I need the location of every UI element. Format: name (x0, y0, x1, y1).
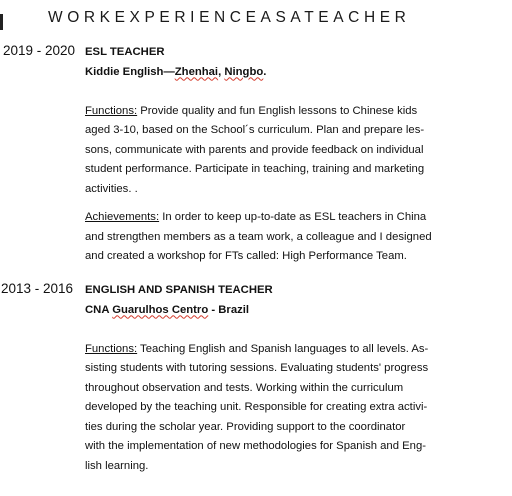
paragraph-line: throughout observation and tests. Working within the curriculum (85, 381, 404, 394)
paragraph-line: sons, communicate with parents and provide feedback on individual (85, 143, 424, 156)
achievements-paragraph (85, 208, 463, 267)
paragraph-line: and strengthen members as a team work, a colleague and I designed (85, 230, 432, 243)
functions-label: Functions: (85, 104, 138, 117)
entry-role: ESL TEACHER (85, 46, 165, 58)
paragraph-line: ties during the scholar year. Providing support to the coordinator (85, 420, 406, 433)
entry-employer (85, 301, 463, 321)
employer-name: CNA (85, 303, 113, 316)
entry-role: ENGLISH AND SPANISH TEACHER (85, 284, 273, 296)
line-text: In order to keep up-to-date as ESL teachers in China (159, 211, 427, 223)
margin-marker (0, 14, 3, 30)
paragraph-line: developed by the teaching unit. Responsible for creating extra activi- (85, 401, 428, 413)
employer-city: Ningbo (224, 65, 264, 78)
paragraph-line (85, 208, 463, 228)
employer-separator: , (218, 65, 225, 78)
spacer (85, 199, 463, 208)
entry-years: 2019 - 2020 (3, 43, 76, 58)
paragraph-line: aged 3-10, based on the School´s curriculum. Plan and prepare les- (85, 124, 425, 136)
line-text: Provide quality and fun English lessons to Chinese kids (137, 104, 418, 117)
line-text: Teaching English and Spanish languages to all levels. As- (137, 342, 429, 355)
paragraph-line: student performance. Participate in teaching, training and marketing (85, 163, 425, 175)
entry-content (85, 43, 463, 267)
paragraph-line: with the implementation of new methodologies for Spanish and Eng- (85, 440, 426, 452)
paragraph-line (85, 340, 463, 360)
employer-country: - Brazil (208, 303, 250, 316)
paragraph-line: activities. . (85, 182, 138, 195)
employer-place: Guarulhos Centro (112, 303, 209, 316)
section-title: WORKEXPERIENCEASATEACHER (48, 9, 411, 26)
paragraph-line: sisting students with tutoring sessions. Evaluating students' progress (85, 362, 429, 374)
paragraph-line: and created a workshop for FTs called: High Performance Team. (85, 250, 407, 262)
achievements-label: Achievements: (85, 211, 160, 223)
functions-paragraph (85, 340, 463, 477)
entry-employer (85, 63, 463, 83)
employer-name: Kiddie English— (85, 65, 175, 78)
employer-end: . (263, 65, 267, 78)
entry-years: 2013 - 2016 (1, 281, 74, 296)
functions-paragraph (85, 102, 463, 200)
functions-label: Functions: (85, 342, 138, 355)
employer-place: Zhenhai (174, 65, 219, 78)
spacer (85, 320, 463, 340)
paragraph-line (85, 102, 463, 122)
paragraph-line: lish learning. (85, 459, 149, 472)
entry-content (85, 281, 463, 476)
spacer (85, 82, 463, 102)
